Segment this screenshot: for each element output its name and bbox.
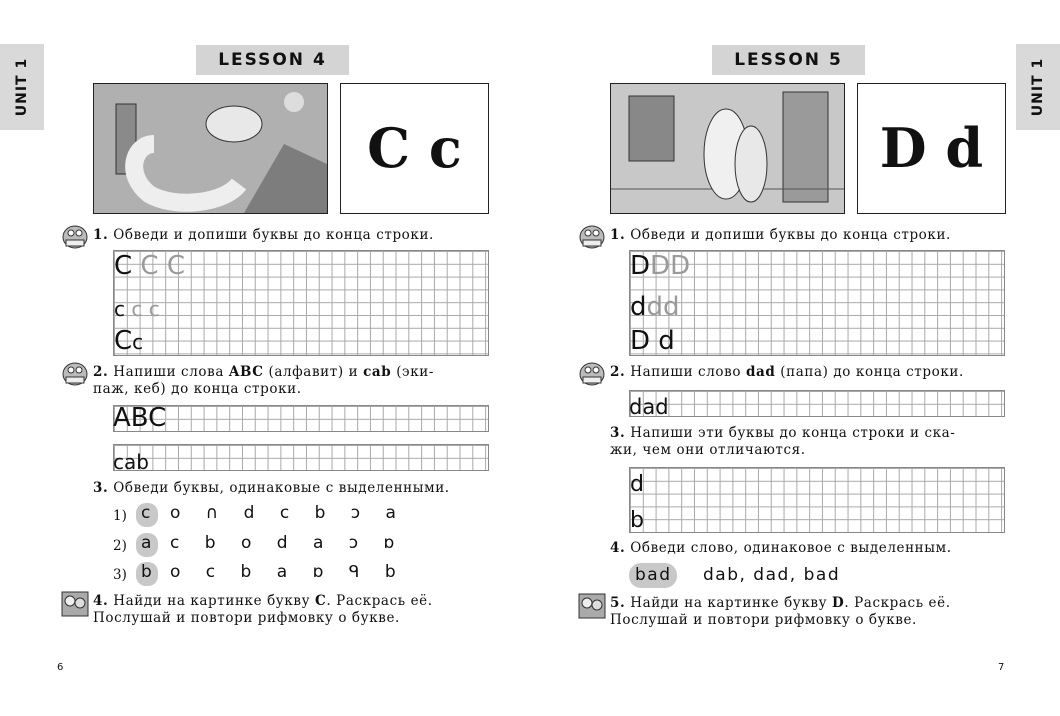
letter-card-c: C c xyxy=(340,83,489,214)
task-5-right: 5. Найди на картинке букву D. Раскрась её. Послушай и повтори рифмовку о букве. xyxy=(610,595,951,628)
letter-b: b xyxy=(630,508,644,533)
word-grid-cab xyxy=(113,444,489,471)
letter-row-3[interactable]: o c b a ɒ ᑫ b xyxy=(170,562,406,582)
row-label-1: 1) xyxy=(113,508,127,524)
word-cab: cab xyxy=(113,450,149,474)
task-1-left: 1. Обведи и допиши буквы до конца строки. xyxy=(93,227,434,243)
word-grid-abc xyxy=(113,405,489,432)
unit-tab-label: UNIT 1 xyxy=(14,57,30,117)
task-3-right: 3. Напиши эти буквы до конца строки и ска- жи, чем они отличаются. xyxy=(610,425,956,458)
word-dad: dad xyxy=(629,395,669,419)
word-abc: ABC xyxy=(113,403,167,433)
target-letter-3: b xyxy=(141,562,162,582)
letter-d: d xyxy=(630,472,644,497)
trace-row-1: DDD xyxy=(630,251,691,281)
task-2-left: 2. Напиши слова ABC (алфавит) и cab (эки- паж, кеб) до конца строки. xyxy=(93,364,435,397)
owl-reading-icon xyxy=(577,221,607,249)
trace-row-2: ddd xyxy=(630,292,680,322)
target-letter-1: c xyxy=(141,503,161,523)
unit-tab-label: UNIT 1 xyxy=(1030,57,1046,117)
word-choices[interactable]: dab, dad, bad xyxy=(703,565,841,585)
trace-row-1: C C C xyxy=(114,251,185,281)
word-grid-dad xyxy=(629,390,1005,417)
trace-row-2: c c c xyxy=(114,297,160,321)
page-number-left: 6 xyxy=(57,662,64,673)
page-number-right: 7 xyxy=(998,662,1005,673)
task-4-left: 4. Найди на картинке букву C. Раскрась её. Послушай и повтори рифмовку о букве. xyxy=(93,593,433,626)
letters-grid-db xyxy=(629,467,1005,533)
cat-on-roof-illustration xyxy=(93,83,328,214)
task-4-right: 4. Обведи слово, одинаковое с выделенным. xyxy=(610,540,952,556)
owl-reading-icon xyxy=(60,221,90,249)
letter-row-1[interactable]: o ∩ d c b ɔ a xyxy=(170,503,406,523)
owl-reading-icon xyxy=(60,358,90,386)
letter-card-d: D d xyxy=(857,83,1006,214)
trace-row-3: D d xyxy=(630,326,675,356)
task-2-right: 2. Напиши слово dad (папа) до конца строки. xyxy=(610,364,964,380)
unit-tab-left xyxy=(0,44,44,130)
task-1-right: 1. Обведи и допиши буквы до конца строки. xyxy=(610,227,951,243)
lesson-title-right: LESSON 5 xyxy=(712,45,865,75)
target-letter-2: a xyxy=(141,533,162,553)
owl-reading-icon xyxy=(577,358,607,386)
children-listening-icon xyxy=(60,590,90,618)
trace-row-3: Cc xyxy=(114,326,144,356)
row-label-2: 2) xyxy=(113,538,127,554)
children-listening-icon xyxy=(577,592,607,620)
target-word: bad xyxy=(635,565,672,585)
lesson-title-left: LESSON 4 xyxy=(196,45,349,75)
row-label-3: 3) xyxy=(113,567,127,583)
task-3-left: 3. Обведи буквы, одинаковые с выделенными. xyxy=(93,480,450,496)
dog-in-room-illustration xyxy=(610,83,845,214)
letter-row-2[interactable]: c b o d a ɔ ɒ xyxy=(170,533,405,553)
unit-tab-right xyxy=(1016,44,1060,130)
